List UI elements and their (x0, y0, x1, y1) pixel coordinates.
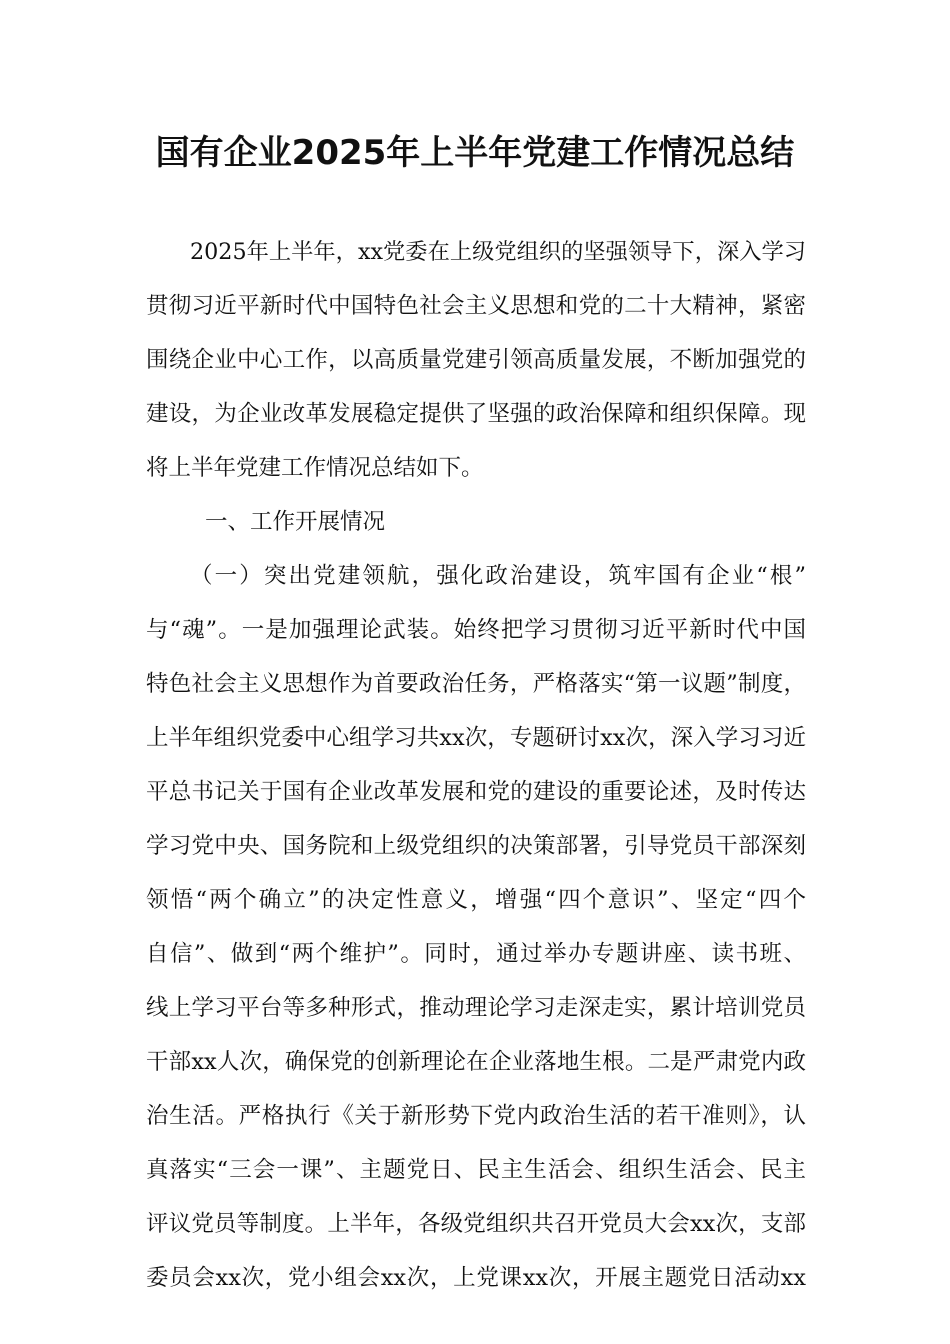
paragraph-line: 领悟“两个确立”的决定性意义，增强“四个意识”、坚定“四个 (146, 887, 806, 913)
paragraph-line: 建设，为企业改革发展稳定提供了坚强的政治保障和组织保障。现 (146, 401, 806, 427)
paragraph-line: 治生活。严格执行《关于新形势下党内政治生活的若干准则》，认 (146, 1103, 806, 1129)
paragraph-line: 平总书记关于国有企业改革发展和党的建设的重要论述，及时传达 (146, 779, 806, 805)
paragraph-line: （一）突出党建领航，强化政治建设，筑牢国有企业“根” (190, 563, 806, 589)
paragraph-line: 干部xx人次，确保党的创新理论在企业落地生根。二是严肃党内政 (146, 1049, 806, 1075)
paragraph-line: 围绕企业中心工作，以高质量党建引领高质量发展，不断加强党的 (146, 347, 806, 373)
paragraph-line: 上半年组织党委中心组学习共xx次，专题研讨xx次，深入学习习近 (146, 725, 806, 751)
paragraph-line: 与“魂”。一是加强理论武装。始终把学习贯彻习近平新时代中国 (146, 617, 806, 643)
paragraph-line: 特色社会主义思想作为首要政治任务，严格落实“第一议题”制度， (146, 671, 806, 697)
paragraph-line: 自信”、做到“两个维护”。同时，通过举办专题讲座、读书班、 (146, 941, 806, 967)
paragraph-line: 贯彻习近平新时代中国特色社会主义思想和党的二十大精神，紧密 (146, 293, 806, 319)
paragraph-line: 学习党中央、国务院和上级党组织的决策部署，引导党员干部深刻 (146, 833, 806, 859)
paragraph-line: 将上半年党建工作情况总结如下。 (146, 455, 484, 481)
paragraph-line: 线上学习平台等多种形式，推动理论学习走深走实，累计培训党员 (146, 995, 806, 1021)
section-heading: 一、工作开展情况 (205, 509, 386, 535)
paragraph-line: 真落实“三会一课”、主题党日、民主生活会、组织生活会、民主 (146, 1157, 806, 1183)
paragraph-line: 委员会xx次，党小组会xx次，上党课xx次，开展主题党日活动xx (146, 1265, 806, 1291)
document-title: 国有企业2025年上半年党建工作情况总结 (155, 133, 795, 173)
paragraph-line: 评议党员等制度。上半年，各级党组织共召开党员大会xx次，支部 (146, 1211, 806, 1237)
paragraph-line: 2025年上半年，xx党委在上级党组织的坚强领导下，深入学习 (190, 239, 806, 265)
